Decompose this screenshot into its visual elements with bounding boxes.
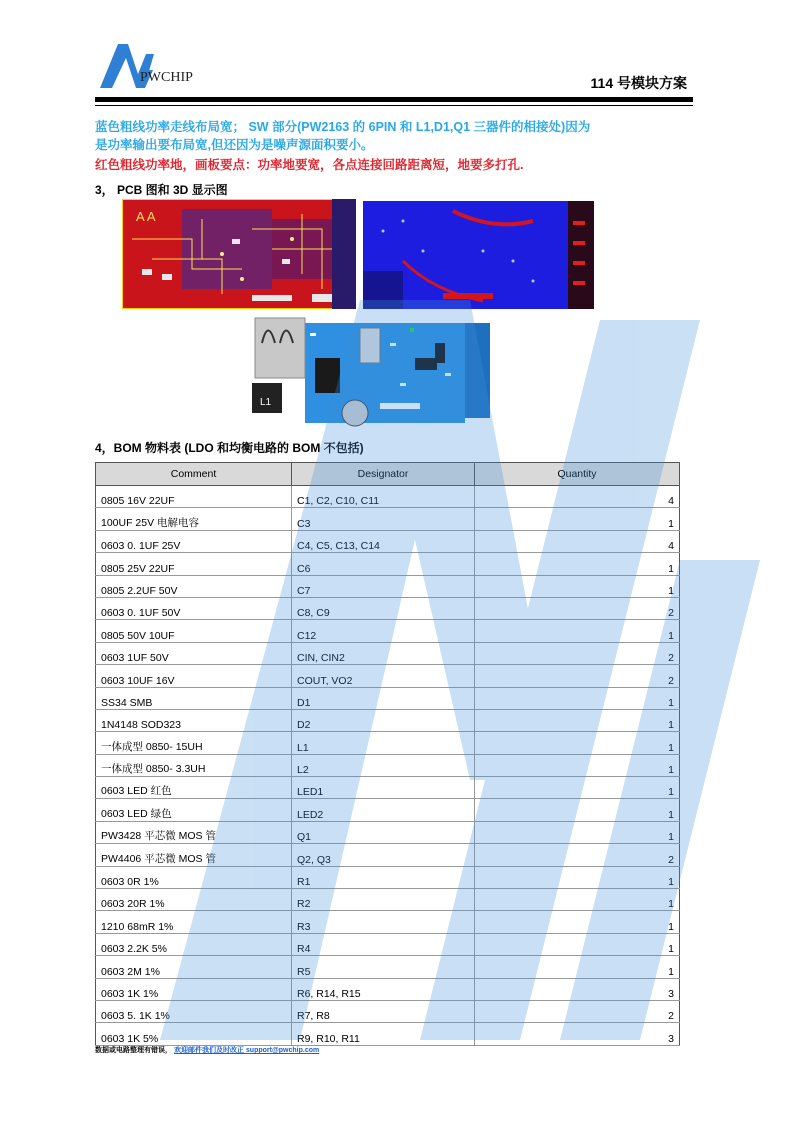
pcb-layout-bottom-image bbox=[363, 201, 594, 309]
cell-comment: 0603 2M 1% bbox=[96, 956, 292, 978]
cell-designator: C12 bbox=[292, 620, 475, 642]
cell-designator: C4, C5, C13, C14 bbox=[292, 530, 475, 552]
svg-text:A A: A A bbox=[136, 209, 156, 224]
footer-text: 数据或电路整理有错误， bbox=[95, 1047, 172, 1054]
red-note: 红色粗线功率地，画板要点：功率地要宽，各点连接回路距离短，地要多打孔. bbox=[95, 158, 524, 172]
cell-quantity: 1 bbox=[475, 575, 680, 597]
cell-quantity: 1 bbox=[475, 889, 680, 911]
cell-comment: 0603 10UF 16V bbox=[96, 665, 292, 687]
table-row bbox=[96, 486, 680, 508]
cell-designator: Q1 bbox=[292, 821, 475, 843]
cell-comment: 0603 5. 1K 1% bbox=[96, 1000, 292, 1022]
cell-designator: R7, R8 bbox=[292, 1000, 475, 1022]
cell-designator: L2 bbox=[292, 754, 475, 776]
header-quantity: Quantity bbox=[475, 463, 680, 486]
cell-comment: 0603 20R 1% bbox=[96, 889, 292, 911]
cell-comment: 0603 2.2K 5% bbox=[96, 933, 292, 955]
header-comment: Comment bbox=[96, 463, 292, 486]
table-row bbox=[96, 911, 680, 933]
blue-note-line2: 是功率输出要布局宽,但还因为是噪声源面积要小。 bbox=[95, 138, 374, 152]
cell-comment: PW4406 平芯微 MOS 管 bbox=[96, 844, 292, 866]
cell-comment: 0805 2.2UF 50V bbox=[96, 575, 292, 597]
cell-designator: D2 bbox=[292, 709, 475, 731]
cell-comment: 0805 16V 22UF bbox=[96, 486, 292, 508]
table-row bbox=[96, 956, 680, 978]
cell-quantity: 2 bbox=[475, 597, 680, 619]
table-row bbox=[96, 732, 680, 754]
cell-comment: 0603 0R 1% bbox=[96, 866, 292, 888]
table-row bbox=[96, 508, 680, 530]
table-row bbox=[96, 620, 680, 642]
cell-quantity: 1 bbox=[475, 553, 680, 575]
cell-quantity: 2 bbox=[475, 642, 680, 664]
table-row bbox=[96, 777, 680, 799]
cell-comment: 0603 1K 5% bbox=[96, 1023, 292, 1045]
header-rule-thin bbox=[95, 105, 693, 106]
cell-quantity: 1 bbox=[475, 956, 680, 978]
cell-quantity: 2 bbox=[475, 1000, 680, 1022]
cell-quantity: 1 bbox=[475, 777, 680, 799]
cell-comment: 0603 1K 1% bbox=[96, 978, 292, 1000]
table-row bbox=[96, 978, 680, 1000]
blue-note-line1: 蓝色粗线功率走线布局宽； SW 部分(PW2163 的 6PIN 和 L1,D1,Q1 三器件的相接处)因为 bbox=[95, 120, 591, 134]
cell-quantity: 1 bbox=[475, 799, 680, 821]
cell-designator: C8, C9 bbox=[292, 597, 475, 619]
bom-table bbox=[95, 462, 680, 1046]
cell-comment: 0603 LED 绿色 bbox=[96, 799, 292, 821]
page-title: 114 号模块方案 bbox=[590, 75, 687, 91]
cell-designator: R9, R10, R11 bbox=[292, 1023, 475, 1045]
table-row bbox=[96, 575, 680, 597]
table-row bbox=[96, 933, 680, 955]
cell-quantity: 1 bbox=[475, 911, 680, 933]
cell-comment: 0805 25V 22UF bbox=[96, 553, 292, 575]
cell-designator: R6, R14, R15 bbox=[292, 978, 475, 1000]
cell-designator: Q2, Q3 bbox=[292, 844, 475, 866]
bom-header-row bbox=[96, 463, 680, 486]
cell-comment: 一体成型 0850- 15UH bbox=[96, 732, 292, 754]
cell-comment: PW3428 平芯微 MOS 管 bbox=[96, 821, 292, 843]
table-row bbox=[96, 665, 680, 687]
table-row bbox=[96, 553, 680, 575]
cell-comment: 0603 LED 红色 bbox=[96, 777, 292, 799]
cell-designator: R1 bbox=[292, 866, 475, 888]
bom-body bbox=[96, 486, 680, 1046]
section-4-heading: 4，BOM 物料表 (LDO 和均衡电路的 BOM 不包括) bbox=[95, 441, 364, 455]
table-row bbox=[96, 889, 680, 911]
cell-quantity: 1 bbox=[475, 508, 680, 530]
table-row bbox=[96, 642, 680, 664]
cell-quantity: 3 bbox=[475, 978, 680, 1000]
footer bbox=[95, 1045, 319, 1055]
header-designator: Designator bbox=[292, 463, 475, 486]
table-row bbox=[96, 597, 680, 619]
cell-quantity: 1 bbox=[475, 709, 680, 731]
cell-quantity: 1 bbox=[475, 866, 680, 888]
cell-quantity: 1 bbox=[475, 620, 680, 642]
cell-comment: 0603 0. 1UF 25V bbox=[96, 530, 292, 552]
cell-designator: L1 bbox=[292, 732, 475, 754]
cell-quantity: 3 bbox=[475, 1023, 680, 1045]
table-row bbox=[96, 799, 680, 821]
cell-designator: C6 bbox=[292, 553, 475, 575]
table-row bbox=[96, 1023, 680, 1045]
cell-designator: C3 bbox=[292, 508, 475, 530]
cell-comment: 0805 50V 10UF bbox=[96, 620, 292, 642]
cell-comment: 0603 0. 1UF 50V bbox=[96, 597, 292, 619]
cell-designator: D1 bbox=[292, 687, 475, 709]
cell-quantity: 1 bbox=[475, 754, 680, 776]
cell-designator: R2 bbox=[292, 889, 475, 911]
cell-comment: 1210 68mR 1% bbox=[96, 911, 292, 933]
svg-text:L1: L1 bbox=[260, 397, 272, 408]
cell-quantity: 4 bbox=[475, 530, 680, 552]
cell-quantity: 4 bbox=[475, 486, 680, 508]
pcb-layout-top-image bbox=[122, 199, 356, 309]
cell-designator: R3 bbox=[292, 911, 475, 933]
footer-support-link[interactable]: 欢迎邮件我们及时改正 support@pwchip.com bbox=[173, 1047, 320, 1054]
cell-quantity: 2 bbox=[475, 844, 680, 866]
cell-comment: 0603 1UF 50V bbox=[96, 642, 292, 664]
cell-quantity: 1 bbox=[475, 732, 680, 754]
header-rule-thick bbox=[95, 97, 693, 102]
cell-comment: SS34 SMB bbox=[96, 687, 292, 709]
cell-comment: 1N4148 SOD323 bbox=[96, 709, 292, 731]
table-row bbox=[96, 1000, 680, 1022]
section-3-heading: 3， PCB 图和 3D 显示图 bbox=[95, 183, 228, 197]
cell-designator: COUT, VO2 bbox=[292, 665, 475, 687]
table-row bbox=[96, 866, 680, 888]
cell-designator: C7 bbox=[292, 575, 475, 597]
table-row bbox=[96, 754, 680, 776]
cell-quantity: 1 bbox=[475, 687, 680, 709]
table-row bbox=[96, 821, 680, 843]
cell-comment: 一体成型 0850- 3.3UH bbox=[96, 754, 292, 776]
cell-comment: 100UF 25V 电解电容 bbox=[96, 508, 292, 530]
table-row bbox=[96, 530, 680, 552]
cell-quantity: 1 bbox=[475, 933, 680, 955]
table-row bbox=[96, 687, 680, 709]
cell-quantity: 2 bbox=[475, 665, 680, 687]
table-row bbox=[96, 709, 680, 731]
cell-designator: LED1 bbox=[292, 777, 475, 799]
cell-designator: R4 bbox=[292, 933, 475, 955]
cell-designator: C1, C2, C10, C11 bbox=[292, 486, 475, 508]
cell-designator: CIN, CIN2 bbox=[292, 642, 475, 664]
logo-text: PWCHIP bbox=[140, 70, 193, 85]
cell-designator: R5 bbox=[292, 956, 475, 978]
cell-designator: LED2 bbox=[292, 799, 475, 821]
table-row bbox=[96, 844, 680, 866]
pcb-3d-render-image bbox=[250, 313, 490, 431]
cell-quantity: 1 bbox=[475, 821, 680, 843]
